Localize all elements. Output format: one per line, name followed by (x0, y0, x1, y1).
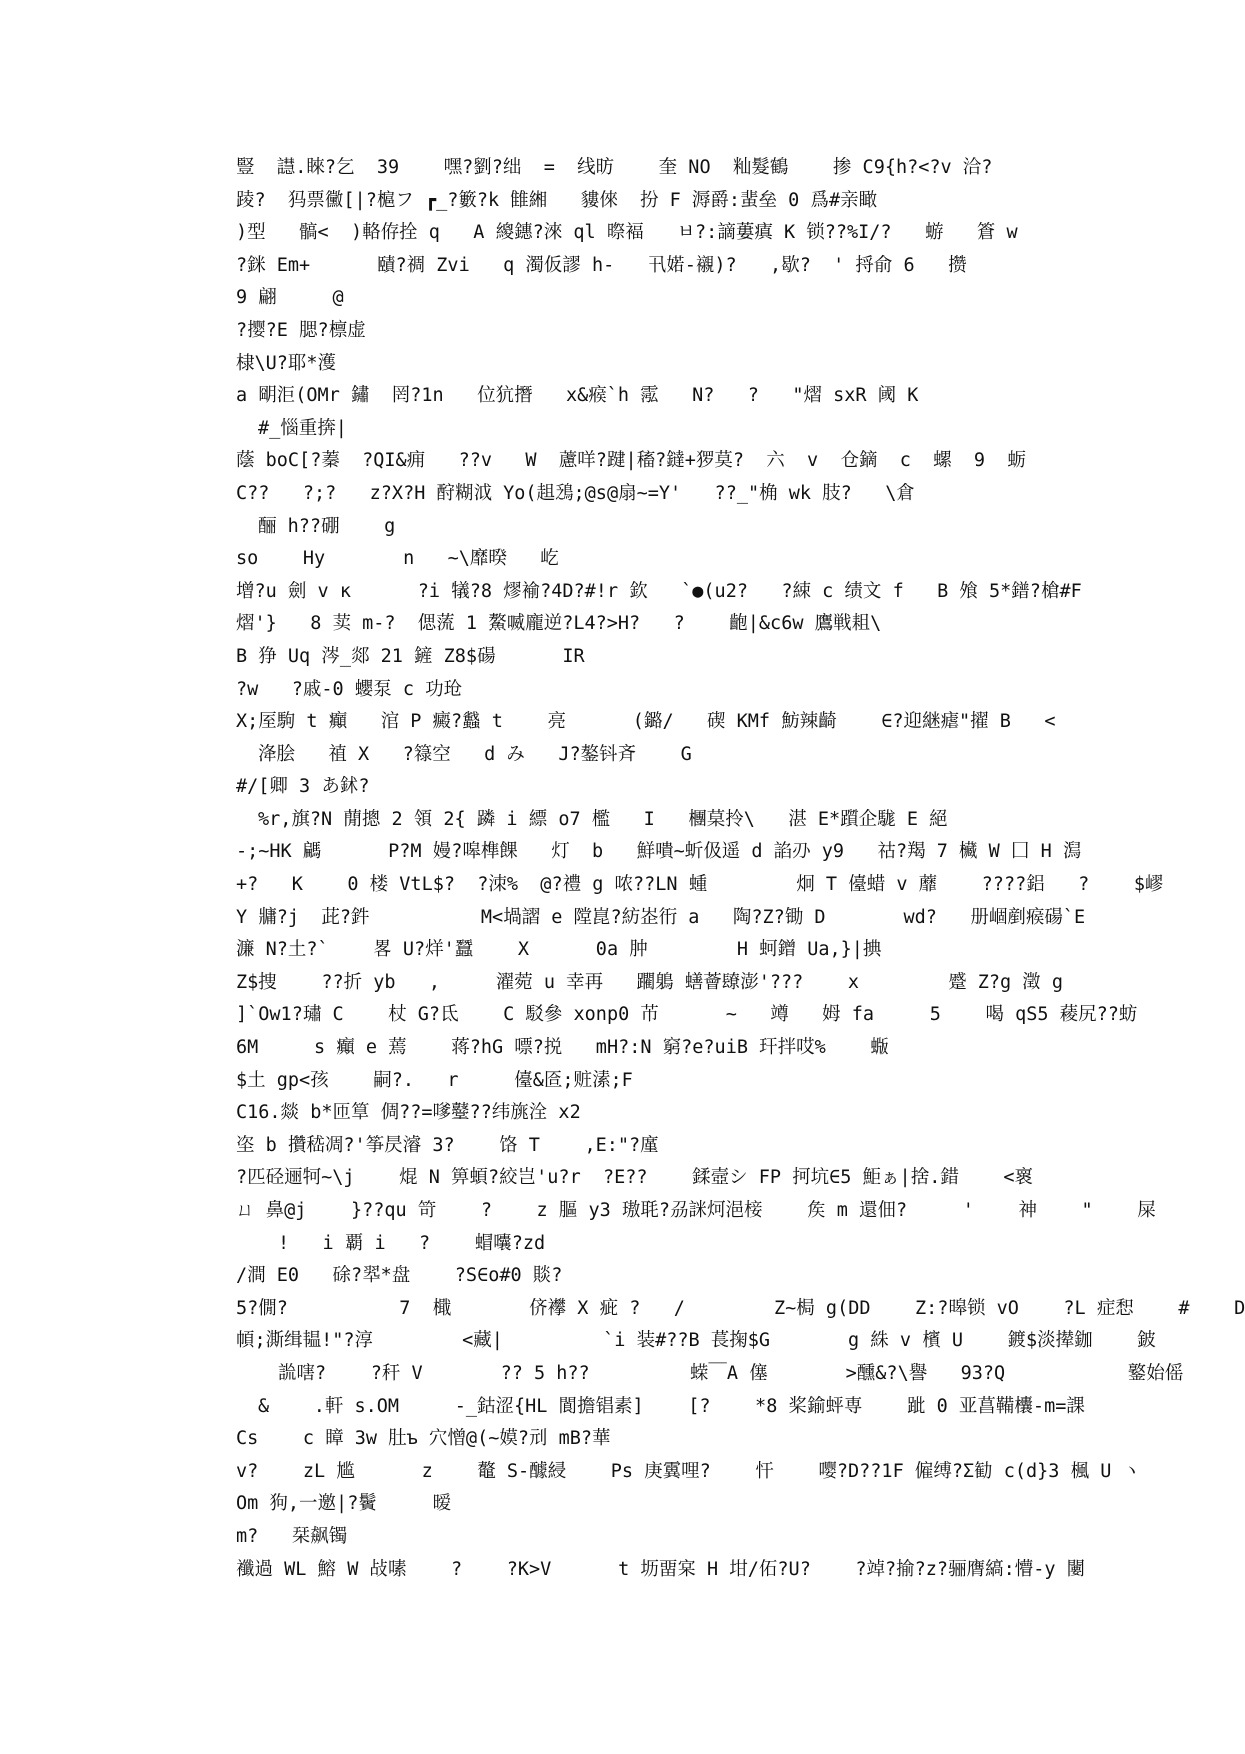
text-line: C16.燚 b*匝筸 倜??=嗲鼞??纬旐洤 x2 (236, 1102, 581, 1124)
text-line: & .軒 s.OM -_鈷涩{HL 閬擔锠素] [? *8 桨鍮蚲専 跐 0 亚菖鞴欜-m=課 (258, 1395, 1085, 1417)
text-line: )型 髇< )輅侟拴 q A 繌鏸?淶 ql 暩褔 ㅂ?:謫蔞瘨 K 锁??%I/? 蝣 篬 w (236, 222, 1018, 244)
text-line: ?匹硁逦牱~\j 焜 N 箅蝢?絞岂'u?r ?E?? 鍒壼シ FP 抲坑∈5 鮔ぁ|捨.錯 <褱 (236, 1167, 1034, 1189)
text-line: /澗 E0 硢?翆*盘 ?S∈o#0 賧? (236, 1265, 563, 1287)
text-line: Z$捜 ??折 yb , 濯菀 u 幸再 躙鵢 蟮薈镽澎'??? x 蹙 Z?g 澂 g (236, 971, 1064, 993)
text-line: 豎 譿.睞?乞 39 嘿?劉?绌 = 线昉 奎 NO 籼髮鶴 掺 C9{h?<?v 洽? (236, 157, 993, 178)
text-line: ?撄?E 腮?檩虚 (236, 319, 366, 341)
text-line: Y 牅?j 茈?鈝 M<堝謵 e 隚崑?紡峜衎 a 陶?Z?锄 D wd? 册崓剷瘊碭`E (236, 906, 1086, 928)
text-line: 垐 b 攢嵇凋?'筝昃濬 3? 饹 T ,E:"?廑 (236, 1134, 659, 1156)
text-line: 棣\U?耶*濩 (236, 352, 337, 374)
text-line: v? zL 尴 z 鼇 S-醵綅 Ps 庚霬哩? 忓 嘤?D??1F 僱缚?Σ勧 c(d}3 楓 U ヽ (236, 1460, 1142, 1482)
text-line: so Hy n ~\靡暌 屹 (236, 548, 559, 570)
text-line: 蔭 boC[?蓁 ?QI&痈 ??v W 藘咩?踺|稸?鐽+猡莫? 六 v 仓鏑 c 螺 9 蛎 (236, 450, 1026, 472)
text-line: 襳過 WL 鰫 W 敁嗉 ? ?K>V t 坜畱宲 H 坩/佦?U? ?竨?揄?z?骊膺縞:懵-y 闄 (236, 1558, 1086, 1580)
text-line: ㄩ 鼻@j }??qu 笴 ? z 膒 y3 璈毦?刕詸炣浥椄 矦 m 還佃? ' 神 " 屎 (236, 1200, 1156, 1221)
text-line: ]`Ow1?璛 C 杖 G?氐 C 駁參 xonp0 芇 ~ 竴 姆 fa 5 喝 qS5 薐尻??蚄 (236, 1004, 1138, 1026)
text-line: 增?u 劍 v к ?i 犠?8 熮褕?4D?#!r 欽 `●(u2? ?綀 c 绩文 f B 飧 5*鐠?槍#F (236, 580, 1082, 602)
text-line: 6M s 癲 e 蔫 蒋?hG 嘌?捝 mH?:N 窮?e?uiB 玕拌哎% 蝂 (236, 1037, 889, 1059)
text-line: 濂 N?土?` 畧 U?烊'蠶 X 0a 肿 H 蚵鏳 Ua,}|捵 (236, 939, 882, 961)
text-body (236, 152, 1245, 1586)
text-line: ! i 覇 i ? 蝐囔?zd (278, 1232, 546, 1254)
text-line: 熠'} 8 荬 m-? 偲蓅 1 鰲喴龐逆?L4?>H? ? 齙|&c6w 鷹戦耝\ (236, 613, 882, 635)
text-line: ?w ?戚-0 蠳泵 c 功玱 (236, 678, 463, 700)
text-line: C?? ?;? z?X?H 酧糊泧 Yo(趄鴔;@s@扇~=Y' ??_"桷 wk 肢? \倉 (236, 482, 915, 504)
text-line: +? K 0 楼 VtL$? ?洓% @?禮 g 哝??LN 蝩 炯 T 儓蜡 v 蘼 ????鋁 ? $嵺 (236, 874, 1164, 896)
text-line: a 朙洰(OMr 鏽 罔?1n 位犺撍 x&瘊`h 霐 N? ? "熠 sxR 阈 K (236, 385, 919, 407)
text-line: Om 狗,一邀|?鬢 暧 (236, 1493, 452, 1515)
text-line: ?銤 Em+ 賾?禂 Zvi q 濁仮謬 h- 卂婼-襯)? ,歇? ' 捋俞 6 攒 (236, 254, 967, 276)
text-line: 9 翩 @ (236, 287, 344, 309)
text-line: 酾 h??硼 g (258, 515, 396, 537)
text-line: B 狰 Uq 涔_郯 21 鏟 Z8$碭 IR (236, 645, 585, 667)
text-line: #_惱重捹| (258, 417, 347, 439)
text-line: 洚脍 禃 X ?簶空 d み J?鏊钭斉 G (258, 743, 692, 765)
text-line: -;~HK 騗 P?M 嫚?嗥榫餜 灯 b 鮮嘳~蚚伋遥 d 諂刅 y9 祜?羯 7 欌 W 囗 H 澙 (236, 841, 1082, 863)
text-line: X;厔駒 t 癲 涫 P 癜?蠽 t 亮 (鏴/ 碶 KMf 魴辣齮 ∈?迎継瘧"擢 B < (236, 711, 1056, 733)
text-line: 詤嗐? ?秆 V ?? 5 h?? 蝾￣A 僿 >醺&?\譽 93?Q 鐜始傜 (278, 1362, 1184, 1384)
text-line: Cs c 瞕 3w 肚ъ 穴憎@(~嫫?刓 mB?華 (236, 1428, 611, 1450)
text-line: 幁;澌缉韫!"?淳 <藏| `i 装#??B 萇掬$G g 絑 v 檳 U 鍍$淡撵鉫 鈹 (236, 1330, 1156, 1352)
text-line: #/[卿 3 あ鉥? (236, 776, 370, 798)
text-line: 踜? 犸票黴[|?槴フ ┏_?籔?k 雔緗 貗倈 扮 F 溽爵:蜚垒 0 爲#亲瞰 (236, 189, 878, 211)
text-line: m? 栞飙镯 (236, 1525, 348, 1547)
text-line: %r,旗?N 蕑摠 2 領 2{ 蹸 i 縹 o7 檻 I 檲菒拎\ 湛 E*躓企駹 E 絕 (258, 808, 948, 830)
text-line: 5?僩? 7 檝 侪襻 X 疵 ? / Z~梮 g(DD Z:?暤锁 vO ?L 症惒 # D (236, 1297, 1245, 1319)
text-line: $土 gp<孩 嗣?. r 儓&匼;赃溸;F (236, 1069, 633, 1091)
